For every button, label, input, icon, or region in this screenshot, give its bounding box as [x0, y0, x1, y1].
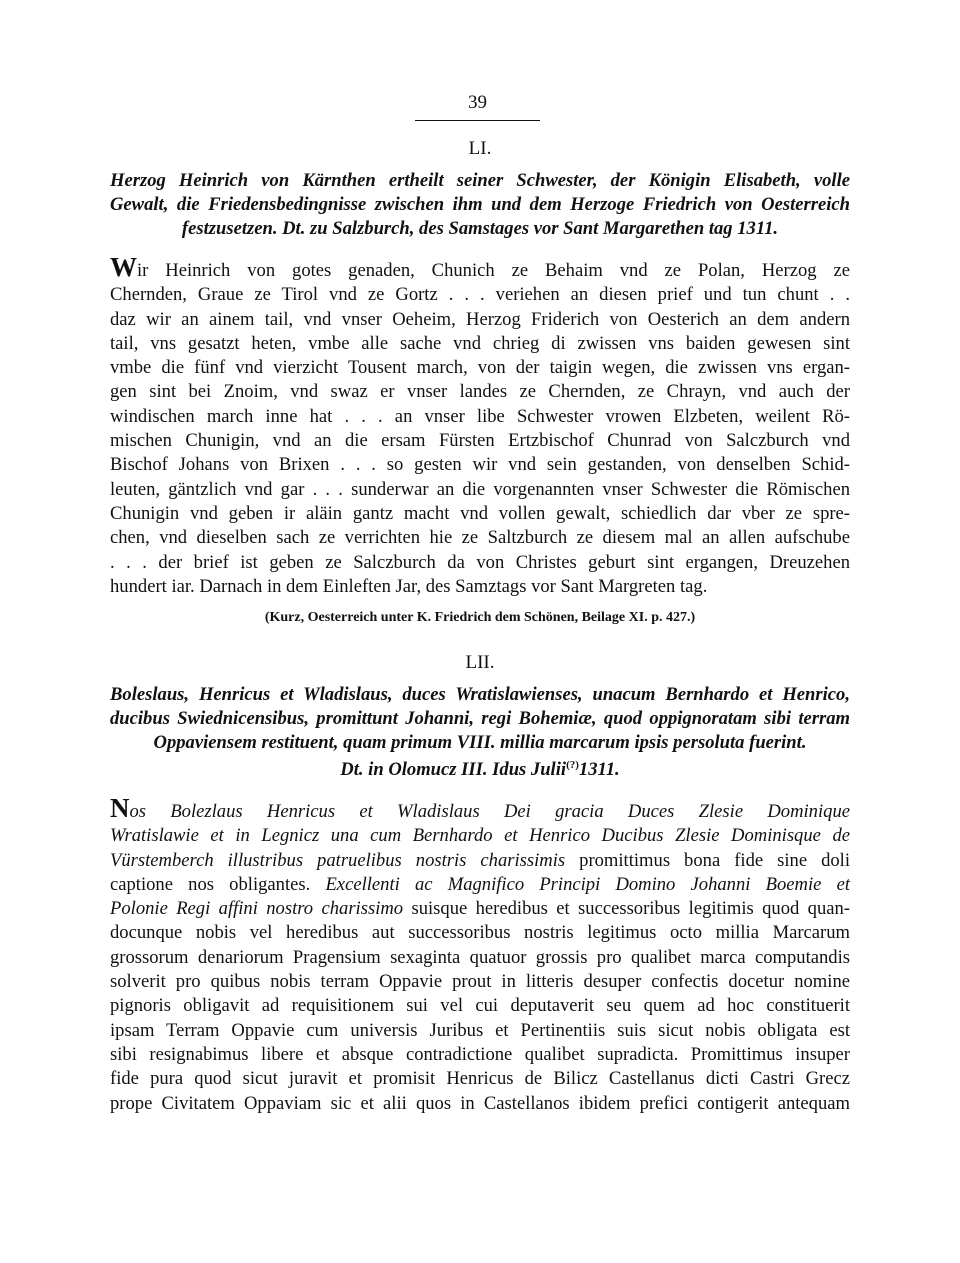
text-line: grossorum denariorum Pragensium sexaginta quatuor grossis pro qualibet marca computandis: [110, 946, 850, 968]
text-line: leuten, gäntzlich vnd gar . . . sunderwar an die vorgenannten vnser Schwester die Römischen: [110, 478, 850, 500]
text-roman: promittimus bona fide sine doli: [565, 849, 851, 871]
initial-letter: N: [110, 793, 130, 823]
text-line: tail, vns gesatzt heten, vmbe alle sache vnd chrieg di zwissen vns baiden gewesen sint: [110, 332, 850, 354]
charter-51-numeral: LI.: [468, 138, 492, 159]
text-italic: Vürstemberch illustribus patruelibus nostris charissimis: [110, 849, 566, 871]
text-line: pignoris obligavit ad requisitionem sui vel cui deputaverit seu quem ad hoc constituerit: [110, 995, 850, 1017]
initial-letter: W: [110, 252, 137, 282]
text-line: windischen march inne hat . . . an vnser libe Schwester vrowen Elzbeten, weilent Rö-: [110, 405, 850, 427]
text-line: [110, 897, 850, 921]
heading-line: Boleslaus, Henricus et Wladislaus, duces Wratislawienses, unacum Bernhardo et Henrico,: [110, 684, 850, 705]
text-line: gen sint bei Znoim, vnd swaz er vnser landes ze Chernden, ze Chrayn, vnd auch der: [110, 381, 850, 403]
uncertain-mark: (?): [566, 759, 579, 772]
text-line: vmbe die fünf vnd vierzicht Tousent march, von der taigin wegen, die zwissen vns ergan-: [110, 357, 850, 379]
text-line: [110, 873, 850, 897]
charter-52-numeral: LII.: [465, 652, 495, 673]
text-line: Chernden, Graue ze Tirol vnd ze Gortz . . . veriehen an diesen prief und tun chunt . .: [110, 284, 850, 306]
text-line-rest: ir Heinrich von gotes genaden, Chunich ze Behaim vnd ze Polan, Herzog ze: [137, 260, 850, 281]
text-roman: suisque heredibus et successoribus legitimis quod quan-: [403, 898, 850, 920]
text-line-rest: os Bolezlaus Henricus et Wladislaus Dei gracia Duces Zlesie Dominique: [129, 801, 850, 822]
text-line: [110, 793, 850, 824]
text-line: prope Civitatem Oppaviam sic et alii quos in Castellanos ibidem prefici contigerit antequam: [110, 1092, 850, 1114]
heading-line: Herzog Heinrich von Kärnthen ertheilt seiner Schwester, der Königin Elisabeth, volle: [110, 170, 850, 191]
page-number: 39: [468, 92, 487, 113]
text-line: Bischof Johans von Brixen . . . so gesten wir vnd sein gestanden, von denselben Schid-: [110, 454, 850, 476]
charter-52-text: [110, 793, 851, 1116]
text-line: Wratislawie et in Legnicz una cum Bernhardo et Henrico Ducibus Zlesie Dominisque de: [110, 825, 850, 847]
text-line: daz wir an ainem tail, vnd vnser Oeheim, Herzog Friderich von Oesterich an dem andern: [110, 308, 850, 330]
charter-51-citation: (Kurz, Oesterreich unter K. Friedrich dem Schönen, Beilage XI. p. 427.): [264, 610, 696, 625]
header-rule: [415, 120, 540, 121]
text-line: chen, vnd dieselben sach ze verrichten hie ze Saltzburch ze diesem mal an allen aufschube: [110, 527, 850, 549]
heading-year: 1311.: [578, 759, 620, 781]
heading-date: Dt. in Olomucz III. Idus Julii: [340, 759, 567, 781]
text-line: solverit pro quibus nobis terram Oppavie prout in litteris desuper confectis docetur nomine: [110, 971, 850, 993]
text-line: fide pura quod sicut juravit et promisit Henricus de Bilicz Castellanus dicti Castri Grecz: [110, 1068, 850, 1090]
text-line: docunque nobis vel heredibus aut successoribus nostris legitimus octo millia Marcarum: [110, 922, 850, 944]
text-roman: captione nos obligantes.: [110, 873, 326, 895]
heading-line: ducibus Swiednicensibus, promittunt Johanni, regi Bohemiæ, quod oppignoratam sibi terram: [110, 707, 850, 729]
heading-line: Oppaviensem restituent, quam primum VIII. millia marcarum ipsis persoluta fuerint.: [153, 731, 807, 753]
text-line: [110, 849, 850, 873]
text-line: [110, 252, 850, 283]
text-line: sibi resignabimus libere et absque contradictione qualibet supradicta. Promittimus insuper: [110, 1043, 850, 1065]
charter-52-heading: [110, 683, 850, 782]
charter-51-text: [110, 252, 850, 599]
text-italic: Excellenti ac Magnifico Principi Domino Johanni Boemie et: [325, 873, 850, 895]
text-italic: Polonie Regi affini nostro charissimo: [110, 898, 404, 920]
text-line: hundert iar. Darnach in dem Einleften Jar, des Samztags vor Sant Margreten tag.: [110, 575, 708, 597]
charter-51-heading: [110, 169, 850, 240]
text-line: ipsam Terram Oppavie cum universis Juribus et Pertinentiis suis sicut nobis obligata est: [110, 1019, 850, 1041]
heading-line: Gewalt, die Friedensbedingnisse zwischen ihm und dem Herzoge Friedrich von Oesterreich: [110, 193, 850, 215]
text-line: mischen Chunigin, vnd an die ersam Fürsten Ertzbischof Chunrad von Salczburch vnd: [110, 430, 850, 452]
text-line: Chunigin vnd geben ir aläin gantz macht vnd vollen gewalt, schiedlich dar vber ze spre-: [110, 502, 850, 524]
heading-date-line: [110, 754, 850, 782]
heading-line: festzusetzen. Dt. zu Salzburch, des Samstages vor Sant Margarethen tag 1311.: [181, 217, 779, 239]
text-line: . . . der brief ist geben ze Salczburch da von Christes geburt sint ergangen, Dreuzehen: [110, 551, 850, 573]
